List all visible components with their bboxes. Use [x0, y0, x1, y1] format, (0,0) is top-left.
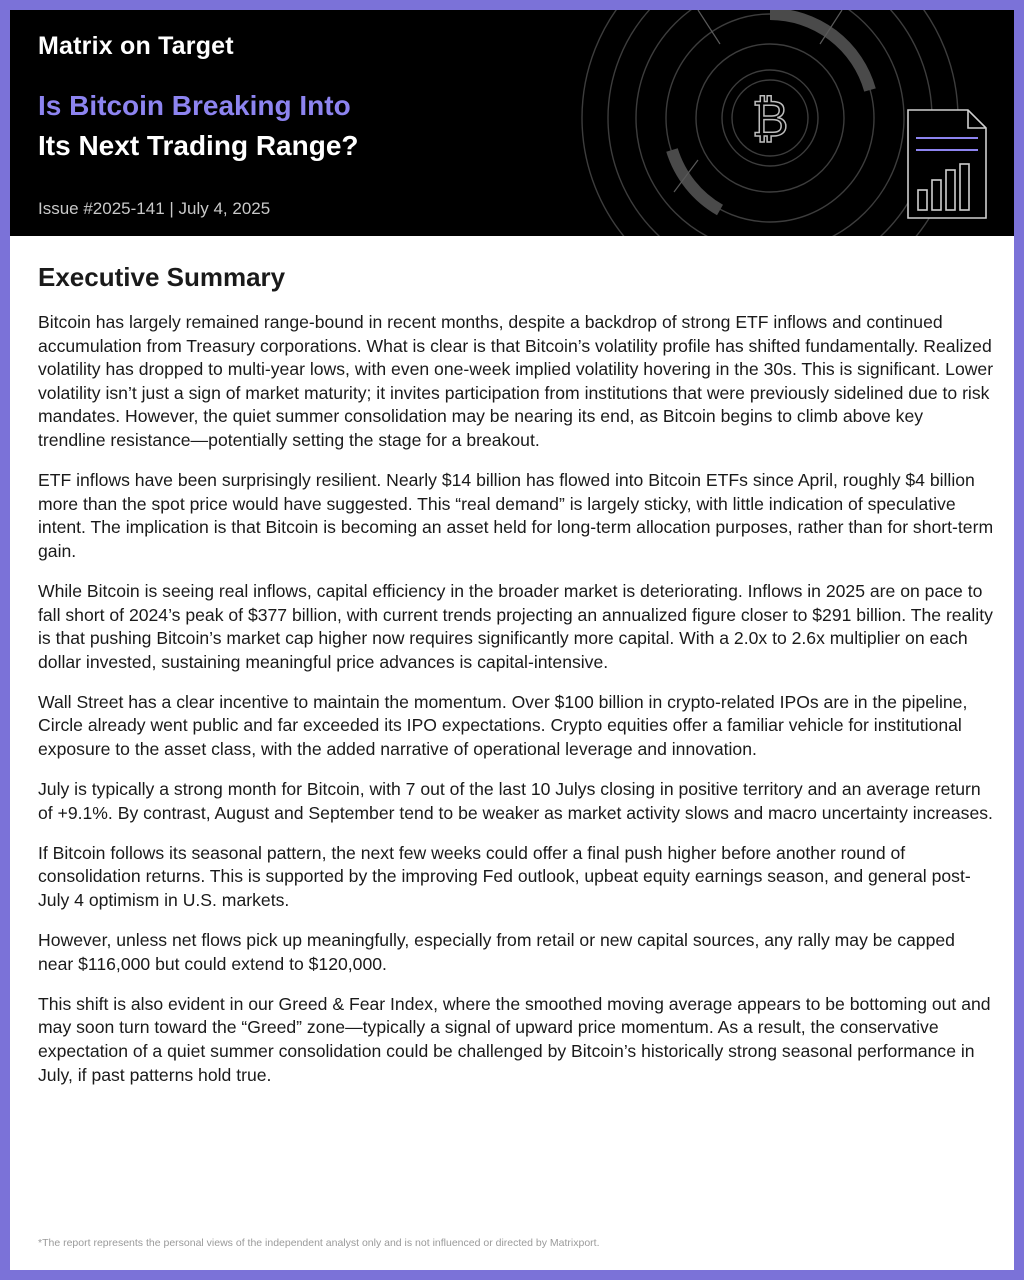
- summary-paragraph: July is typically a strong month for Bitcoin, with 7 out of the last 10 Julys closing in positive territory and an average return of +9.1%. By contrast, August and September tend to be weaker as market activity slows and macro uncertainty increases.: [38, 779, 993, 823]
- summary-paragraph: However, unless net flows pick up meaningfully, especially from retail or new capital sources, any rally may be capped near $116,000 but could extend to $120,000.: [38, 930, 955, 974]
- section-title: Executive Summary: [38, 262, 286, 292]
- bitcoin-target-icon: [570, 10, 1014, 236]
- report-card: [10, 10, 1014, 1270]
- disclaimer-footnote: *The report represents the personal views of the independent analyst only and is not influenced or directed by Matrixport.: [38, 1237, 600, 1249]
- issue-info: Issue #2025-141 | July 4, 2025: [38, 199, 271, 218]
- report-header: [10, 10, 1014, 236]
- headline-line-2: Its Next Trading Range?: [38, 130, 359, 161]
- summary-paragraph: Wall Street has a clear incentive to maintain the momentum. Over $100 billion in crypto-related IPOs are in the pipeline, Circle already went public and far exceeded its IPO expectations. Crypto equities offer a familiar vehicle for institutional exposure to the asset class, with the added narrative of operational leverage and innovation.: [38, 691, 968, 759]
- summary-paragraph: While Bitcoin is seeing real inflows, capital efficiency in the broader market is deteriorating. Inflows in 2025 are on pace to fall short of 2024’s peak of $377 billion, with current trends projecting an annualized figure closer to $291 billion. The reality is that pushing Bitcoin’s market cap higher now requires significantly more capital. With a 2.0x to 2.6x multiplier on each dollar invested, sustaining meaningful price advances is capital-intensive.: [38, 580, 993, 672]
- brand-title: Matrix on Target: [38, 32, 234, 60]
- summary-paragraph: This shift is also evident in our Greed & Fear Index, where the smoothed moving average appears to be bottoming out and may soon turn toward the “Greed” zone—typically a signal of upward price momentum. As a result, the conservative expectation of a quiet summer consolidation could be challenged by Bitcoin’s historically strong seasonal performance in July, if past patterns hold true.: [38, 993, 991, 1085]
- headline-line-1: Is Bitcoin Breaking Into: [38, 90, 351, 121]
- summary-paragraph: Bitcoin has largely remained range-bound in recent months, despite a backdrop of strong ETF inflows and continued accumulation from Treasury corporations. What is clear is that Bitcoin’s volatility profile has shifted fundamentally. Realized volatility has dropped to multi-year lows, with even one-week implied volatility hovering in the 30s. This is significant. Lower volatility isn’t just a sign of market maturity; it invites participation from institutions that were previously sidelined due to risk mandates. However, the quiet summer consolidation may be nearing its end, as Bitcoin begins to climb above key trendline resistance—potentially setting the stage for a breakout.: [38, 312, 994, 450]
- svg-text:₿: ₿: [751, 90, 789, 148]
- summary-paragraph: If Bitcoin follows its seasonal pattern, the next few weeks could offer a final push higher before another round of consolidation returns. This is supported by the improving Fed outlook, upbeat equity earnings season, and general post-July 4 optimism in U.S. markets.: [38, 842, 971, 910]
- summary-paragraph: ETF inflows have been surprisingly resilient. Nearly $14 billion has flowed into Bitcoin ETFs since April, roughly $4 billion more than the spot price would have suggested. This “real demand” is largely sticky, with little indication of speculative intent. The implication is that Bitcoin is becoming an asset held for long-term allocation purposes, rather than for short-term gain.: [38, 470, 994, 561]
- report-body: [38, 262, 994, 1104]
